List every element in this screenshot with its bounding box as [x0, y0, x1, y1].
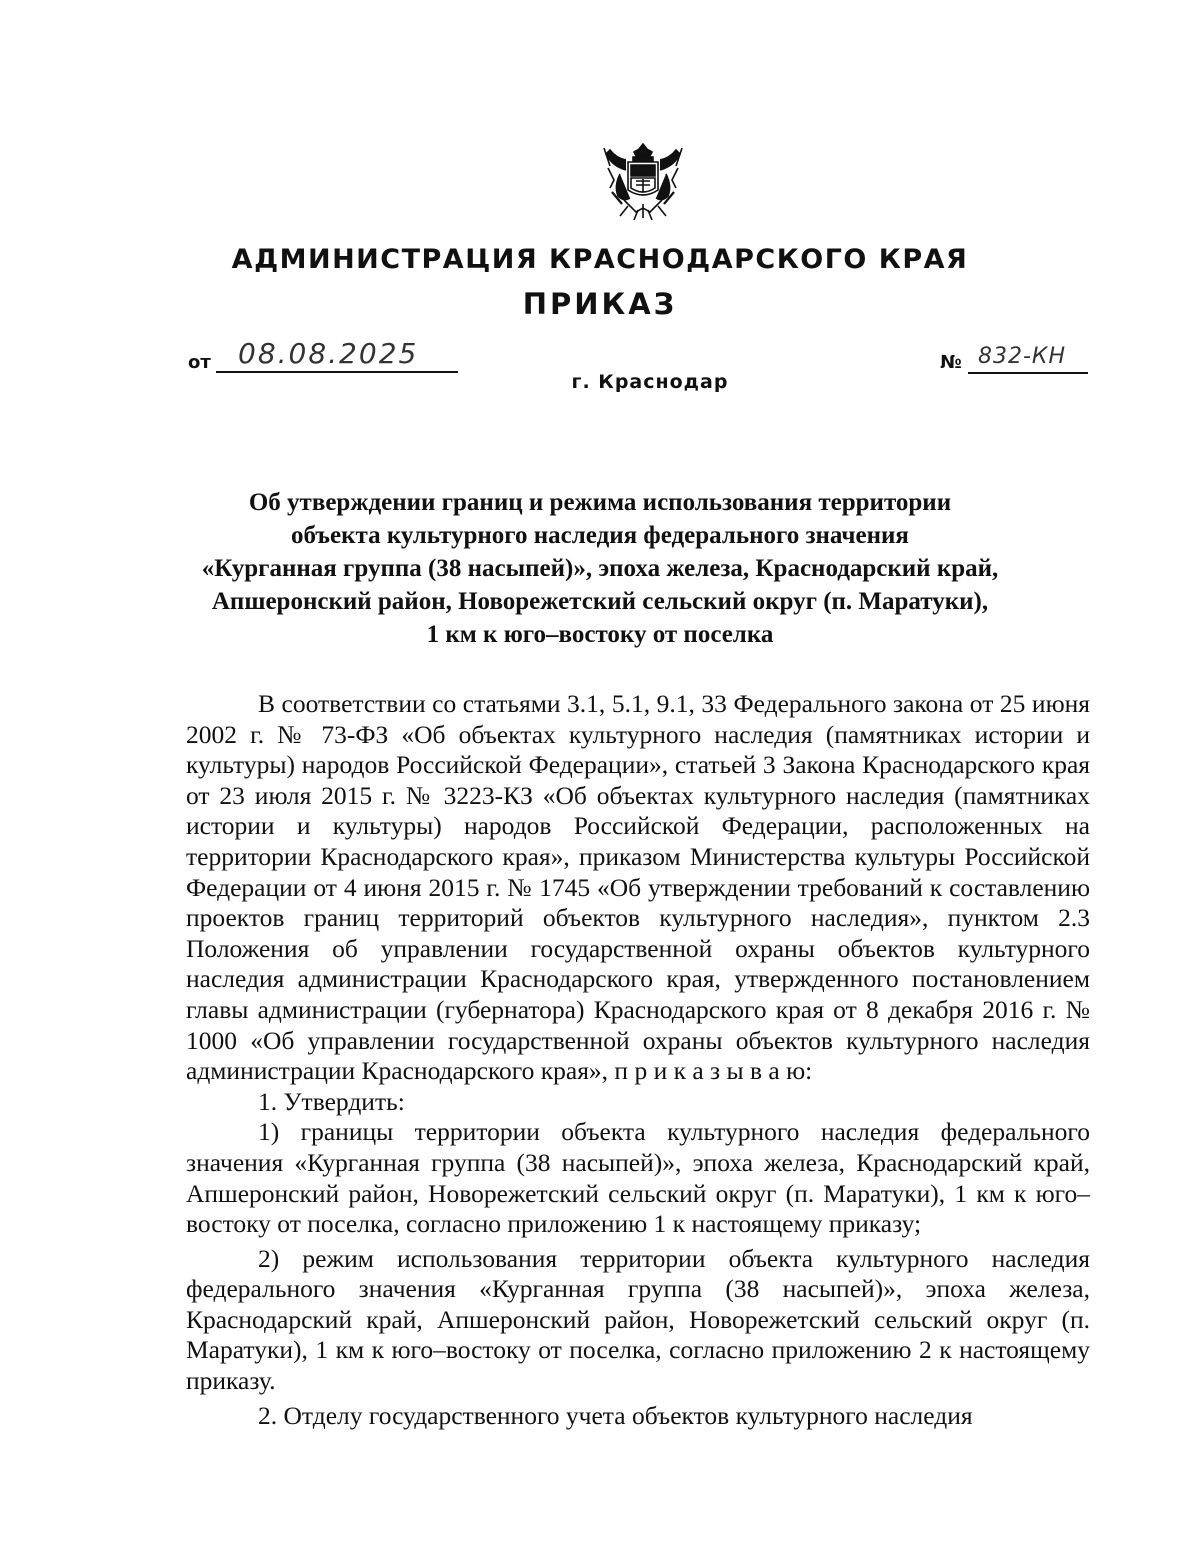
date-label: от — [188, 352, 211, 373]
item-1-paragraph: 1. Утвердить: — [258, 1086, 405, 1116]
item-1-1-paragraph: 1) границы территории объекта культурного наследия федерального значения «Курганная группа (38 насыпей)», эпоха железа, Краснодарский край, Апшеронский район, Новорежетский сельский округ (п. Маратуки), 1 км к юго–востоку от поселка, согласно приложению 1 к настоящему приказу; — [186, 1117, 1090, 1239]
subject-line: 1 км к юго–востоку от поселка — [426, 621, 774, 648]
handwritten-date: 08.08.2025 — [238, 337, 419, 370]
document-type-title: ПРИКАЗ — [522, 287, 678, 321]
coat-of-arms-emblem — [598, 140, 688, 222]
subject-line: объекта культурного наследия федерального значения — [291, 522, 909, 549]
subject-line: «Курганная группа (38 насыпей)», эпоха железа, Краснодарский край, — [201, 555, 999, 582]
organization-title: АДМИНИСТРАЦИЯ КРАСНОДАРСКОГО КРАЯ — [231, 244, 969, 275]
subject-line: Апшеронский район, Новорежетский сельский округ (п. Маратуки), — [211, 588, 989, 615]
order-subject — [150, 486, 1050, 651]
number-label: № — [940, 352, 962, 373]
item-2-paragraph: 2. Отделу государственного учета объектов культурного наследия — [258, 1400, 973, 1430]
order-body — [186, 689, 1090, 1431]
subject-line: Об утверждении границ и режима использования территории — [248, 489, 952, 516]
item-1-2-paragraph: 2) режим использования территории объекта культурного наследия федерального значения «Курганная группа (38 насыпей)», эпоха железа, Краснодарский край, Апшеронский район, Новорежетский сельский округ (п. Маратуки), 1 км к юго–востоку от поселка, согласно приложению 2 к настоящему приказу. — [186, 1243, 1090, 1396]
city-line: г. Краснодар — [571, 371, 729, 393]
preamble-paragraph: В соответствии со статьями 3.1, 5.1, 9.1, 33 Федерального закона от 25 июня 2002 г. № 73-ФЗ «Об объектах культурного наследия (памятниках истории и культуры) народов Российской Федерации», статьей 3 Закона Краснодарского края от 23 июля 2015 г. № 3223-КЗ «Об объектах культурного наследия (памятниках истории и культуры) народов Российской Федерации, расположенных на территории Краснодарского края», приказом Министерства культуры Российской Федерации от 4 июня 2015 г. № 1745 «Об утверждении требований к составлению проектов границ территорий объектов культурного наследия», пунктом 2.3 Положения об управлении государственной охраны объектов культурного наследия администрации Краснодарского края, утвержденного постановлением главы администрации (губернатора) Краснодарского края от 8 декабря 2016 г. № 1000 «Об управлении государственной охраны объектов культурного наследия администрации Краснодарского края», п р и к а з ы в а ю: — [186, 689, 1090, 1086]
handwritten-number: 832-КН — [978, 344, 1067, 369]
